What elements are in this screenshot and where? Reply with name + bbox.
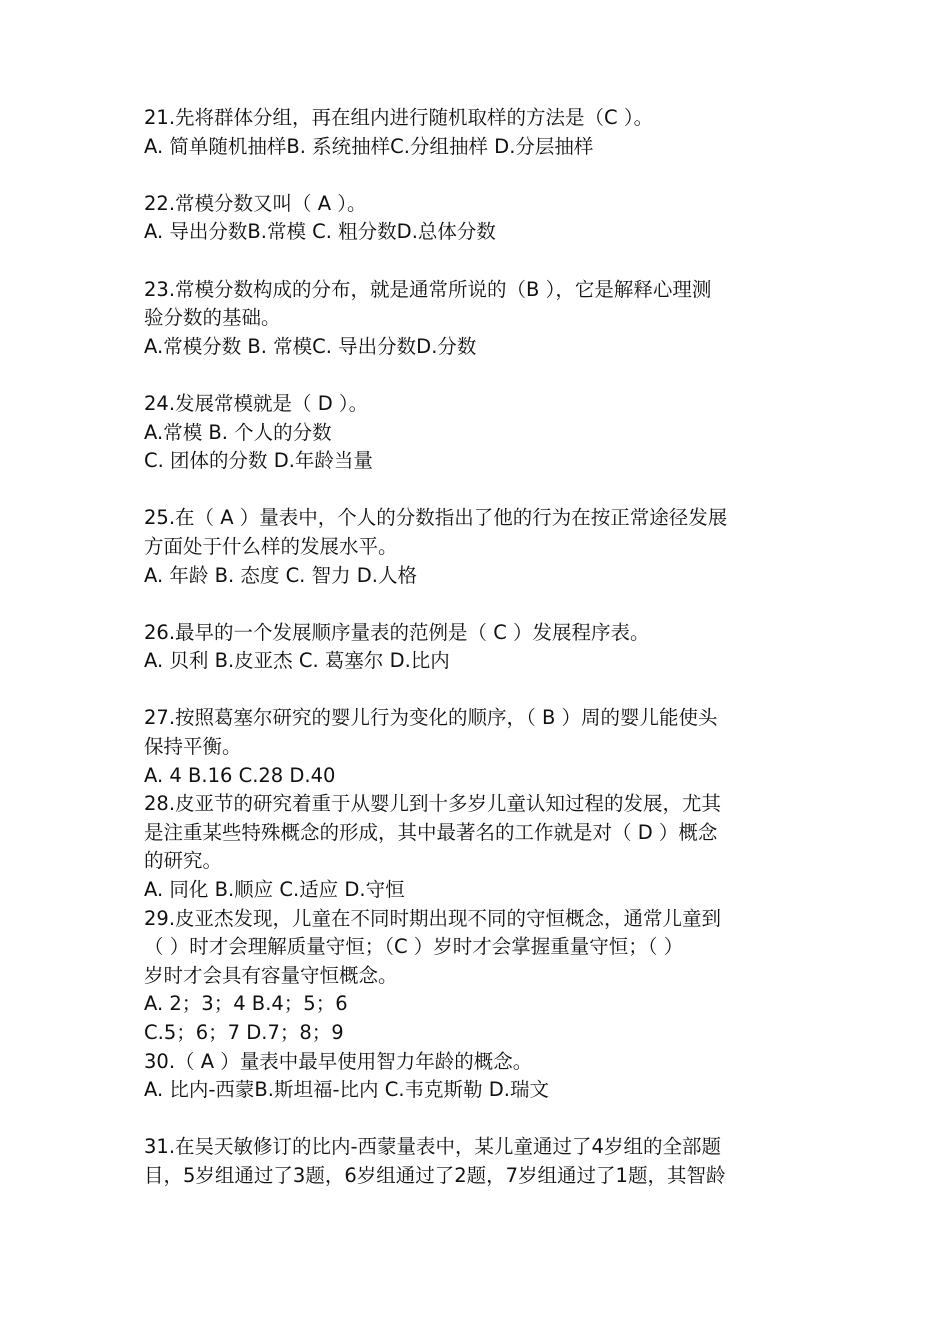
question-text: 是注重某些特殊概念的形成，其中最著名的工作就是对（ D ）概念 xyxy=(144,820,718,844)
question-text: 22.常模分数又叫（ A ）。 xyxy=(144,191,367,215)
question-text: 25.在（ A ）量表中，个人的分数指出了他的行为在按正常途径发展 xyxy=(144,506,728,530)
question-28 xyxy=(144,790,814,904)
question-23 xyxy=(144,276,814,362)
options-line: C.5；6；7 D.7；8；9 xyxy=(144,1021,344,1044)
options-line: A. 同化 B.顺应 C.适应 D.守恒 xyxy=(144,878,405,902)
question-26 xyxy=(144,619,814,676)
options-line: A.常模 B. 个人的分数 xyxy=(144,420,332,444)
question-text: 24.发展常模就是（ D ）。 xyxy=(144,391,369,415)
question-text: 28.皮亚节的研究着重于从婴儿到十多岁儿童认知过程的发展，尤其 xyxy=(144,792,722,816)
options-line: A. 导出分数B.常模 C. 粗分数D.总体分数 xyxy=(144,220,496,244)
question-24 xyxy=(144,390,814,476)
question-21 xyxy=(144,104,814,161)
options-line: A. 贝利 B.皮亚杰 C. 葛塞尔 D.比内 xyxy=(144,649,450,673)
question-22 xyxy=(144,190,814,247)
question-text: 21.先将群体分组，再在组内进行随机取样的方法是（C ）。 xyxy=(144,106,654,129)
question-text: 目，5岁组通过了3题，6岁组通过了2题，7岁组通过了1题，其智龄 xyxy=(144,1163,726,1187)
question-text: 验分数的基础。 xyxy=(144,306,281,330)
question-25 xyxy=(144,504,814,590)
question-text: 29.皮亚杰发现，儿童在不同时期出现不同的守恒概念，通常儿童到 xyxy=(144,906,722,930)
question-31 xyxy=(144,1133,814,1190)
options-line: A. 简单随机抽样B. 系统抽样C.分组抽样 D.分层抽样 xyxy=(144,134,594,158)
question-30 xyxy=(144,1048,814,1105)
question-text: 31.在吴天敏修订的比内-西蒙量表中，某儿童通过了4岁组的全部题 xyxy=(144,1135,721,1159)
options-line: A. 4 B.16 C.28 D.40 xyxy=(144,763,336,787)
options-line: A. 比内-西蒙B.斯坦福-比内 C.韦克斯勒 D.瑞文 xyxy=(144,1078,549,1102)
question-text: 岁时才会具有容量守恒概念。 xyxy=(144,963,398,987)
question-text: 23.常模分数构成的分布，就是通常所说的（B ），它是解释心理测 xyxy=(144,277,712,301)
document-page xyxy=(144,104,814,1191)
options-line: A. 2；3；4 B.4；5；6 xyxy=(144,992,348,1016)
question-text: （ ）时才会理解质量守恒；（C ）岁时才会掌握重量守恒；（ ） xyxy=(144,935,684,959)
question-text: 的研究。 xyxy=(144,849,223,873)
question-text: 30.（ A ）量表中最早使用智力年龄的概念。 xyxy=(144,1049,533,1073)
question-29 xyxy=(144,905,814,1048)
options-line: A.常模分数 B. 常模C. 导出分数D.分数 xyxy=(144,334,477,358)
question-text: 保持平衡。 xyxy=(144,735,242,759)
question-text: 26.最早的一个发展顺序量表的范例是（ C ）发展程序表。 xyxy=(144,620,650,644)
question-text: 方面处于什么样的发展水平。 xyxy=(144,534,398,558)
question-27 xyxy=(144,704,814,790)
question-text: 27.按照葛塞尔研究的婴儿行为变化的顺序，（ B ）周的婴儿能使头 xyxy=(144,706,718,730)
options-line: C. 团体的分数 D.年龄当量 xyxy=(144,449,373,473)
options-line: A. 年龄 B. 态度 C. 智力 D.人格 xyxy=(144,563,417,587)
